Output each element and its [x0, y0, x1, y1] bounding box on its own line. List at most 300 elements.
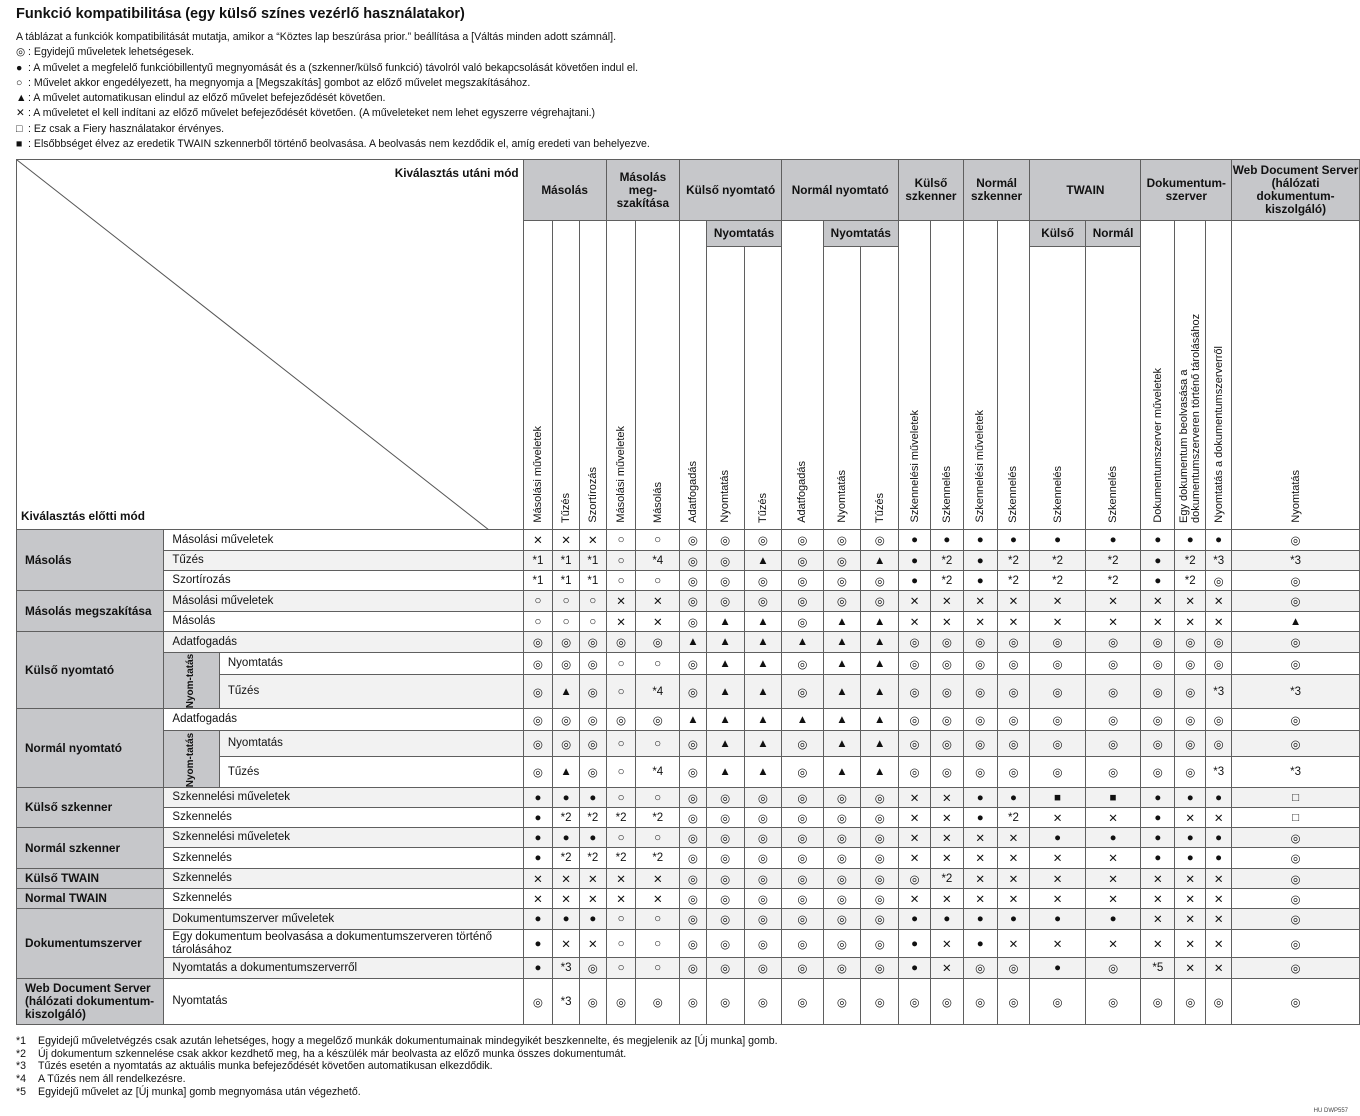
row-group-header: Külső nyomtató [17, 632, 164, 709]
table-cell: ✕ [899, 788, 931, 808]
table-cell: ▲ [823, 709, 861, 731]
column-header [997, 221, 1030, 530]
legend-item [16, 91, 650, 106]
table-cell: ✕ [963, 828, 997, 848]
table-cell: ✕ [1206, 869, 1232, 889]
table-cell: ◎ [997, 632, 1030, 653]
column-header [1206, 221, 1232, 530]
table-cell: ◎ [744, 808, 782, 828]
table-cell: *2 [553, 848, 580, 869]
table-cell: ◎ [1085, 979, 1141, 1025]
table-cell: ○ [606, 757, 636, 788]
table-cell: ○ [579, 591, 606, 612]
column-header-label: Másolás [651, 482, 664, 523]
table-cell: ◎ [823, 930, 861, 958]
legend-item [16, 76, 650, 91]
table-cell: ◎ [680, 757, 707, 788]
table-cell: ✕ [579, 930, 606, 958]
table-cell: *2 [636, 848, 680, 869]
table-cell: ◎ [782, 828, 823, 848]
column-header-label: Másolási műveletek [615, 426, 628, 523]
table-cell: ■ [1085, 788, 1141, 808]
row-label: Nyomtatás [164, 979, 523, 1025]
table-cell: ◎ [606, 979, 636, 1025]
table-cell: ◎ [1232, 709, 1360, 731]
table-cell: ◎ [899, 731, 931, 757]
table-cell: ◎ [1141, 979, 1175, 1025]
compatibility-table [16, 159, 1360, 1025]
row-label: Szkennelési műveletek [164, 788, 523, 808]
table-cell: ✕ [636, 612, 680, 632]
table-cell: ● [997, 909, 1030, 930]
table-cell: ✕ [1030, 591, 1085, 612]
table-cell: ◎ [1141, 709, 1175, 731]
table-cell: ✕ [1030, 930, 1085, 958]
row-group-header: Web Document Server (hálózati dokumentum-kiszolgáló) [17, 979, 164, 1025]
table-cell: ◎ [1232, 731, 1360, 757]
table-cell: ◎ [1232, 591, 1360, 612]
table-cell: ◎ [861, 848, 899, 869]
table-cell: ◎ [706, 571, 744, 591]
table-cell: ◎ [680, 889, 707, 909]
table-cell: ○ [636, 828, 680, 848]
row-label: Nyomtatás a dokumentumszerverről [164, 958, 523, 979]
footnote [16, 1035, 778, 1048]
table-cell: ✕ [899, 612, 931, 632]
table-cell: ● [963, 551, 997, 571]
table-cell: ◎ [1232, 889, 1360, 909]
table-cell: ✕ [1085, 869, 1141, 889]
table-cell: *2 [1175, 551, 1206, 571]
column-group-header: Normál nyomtató [782, 160, 899, 221]
table-cell: ■ [1030, 788, 1085, 808]
table-cell: ◎ [579, 958, 606, 979]
table-cell: *3 [1206, 551, 1232, 571]
table-cell: ● [1030, 828, 1085, 848]
table-cell: ◎ [706, 808, 744, 828]
table-cell: ◎ [680, 591, 707, 612]
table-cell: ✕ [899, 848, 931, 869]
table-cell: *2 [606, 848, 636, 869]
table-cell: ● [523, 788, 553, 808]
row-label: Másolási műveletek [164, 591, 523, 612]
table-cell: ● [899, 930, 931, 958]
table-cell: ✕ [1085, 848, 1141, 869]
column-header-label: Dokumentumszerver műveletek [1151, 368, 1164, 523]
table-cell: ✕ [1175, 591, 1206, 612]
column-header-label: Nyomtatás [719, 470, 732, 523]
table-cell: ✕ [523, 869, 553, 889]
table-cell: ▲ [744, 709, 782, 731]
legend-text: : Művelet akkor engedélyezett, ha megnyomja a [Megszakítás] gombot az előző művelet megszakításához. [28, 76, 531, 89]
table-cell: ◎ [706, 889, 744, 909]
table-cell: ● [963, 571, 997, 591]
table-cell: ◎ [1232, 869, 1360, 889]
column-header [553, 221, 580, 530]
footnote-mark: *5 [16, 1085, 27, 1098]
table-cell: ◎ [680, 675, 707, 709]
column-header-label: Egy dokumentum beolvasása a dokumentumszerveren történő tárolásához [1178, 313, 1203, 523]
table-cell: ◎ [1206, 653, 1232, 675]
table-cell: ◎ [1030, 731, 1085, 757]
column-subgroup-header: Nyomtatás [823, 221, 899, 247]
legend-item [16, 45, 650, 60]
table-cell: ✕ [963, 612, 997, 632]
table-cell: ◎ [782, 979, 823, 1025]
table-cell: ▲ [861, 709, 899, 731]
column-header [823, 247, 861, 530]
table-cell: ◎ [899, 675, 931, 709]
table-cell: *3 [553, 958, 580, 979]
table-cell: *2 [1175, 571, 1206, 591]
row-subgroup-label: Nyom-tatás [185, 653, 197, 709]
legend-text: : A művelet automatikusan elindul az előző művelet befejeződését követően. [28, 92, 386, 105]
table-cell: ▲ [861, 632, 899, 653]
table-cell: ◎ [861, 958, 899, 979]
table-cell: ◎ [606, 632, 636, 653]
table-cell: ▲ [706, 612, 744, 632]
table-cell: ◎ [823, 591, 861, 612]
table-cell: ◎ [523, 757, 553, 788]
table-cell: ◎ [930, 757, 963, 788]
table-cell: ● [930, 909, 963, 930]
table-cell: ◎ [1232, 979, 1360, 1025]
table-cell: ◎ [899, 869, 931, 889]
table-cell: ◎ [680, 808, 707, 828]
table-cell: ○ [523, 612, 553, 632]
table-cell: ◎ [1141, 653, 1175, 675]
legend-text: : Elsőbbséget élvez az eredetik TWAIN szkennerből történő beolvasása. A beolvasás nem kezdődik el, amíg eredeti van behelyezve. [28, 138, 650, 151]
table-cell: ✕ [1175, 869, 1206, 889]
table-cell: ✕ [1085, 612, 1141, 632]
table-cell: ✕ [636, 889, 680, 909]
row-group-header: Külső szkenner [17, 788, 164, 828]
table-cell: ◎ [1085, 958, 1141, 979]
table-cell: ◎ [997, 958, 1030, 979]
table-cell: ● [1206, 530, 1232, 551]
table-cell: *2 [997, 551, 1030, 571]
table-cell: ◎ [1206, 632, 1232, 653]
footnote-mark: *4 [16, 1073, 27, 1086]
table-cell: ◎ [680, 788, 707, 808]
table-cell: ✕ [523, 530, 553, 551]
table-cell: ● [1141, 848, 1175, 869]
table-cell: ● [1141, 808, 1175, 828]
table-cell: ◎ [782, 757, 823, 788]
legend-text: : Ez csak a Fiery használatakor érvényes. [28, 122, 225, 135]
table-cell: ◎ [823, 848, 861, 869]
table-cell: ✕ [1206, 889, 1232, 909]
table-cell: ✕ [1175, 909, 1206, 930]
table-cell: ✕ [579, 889, 606, 909]
table-cell: ✕ [963, 869, 997, 889]
table-cell: ○ [636, 958, 680, 979]
table-cell: ◎ [1085, 731, 1141, 757]
table-cell: ▲ [680, 632, 707, 653]
row-label: Szkennelés [164, 848, 523, 869]
table-cell: ◎ [680, 930, 707, 958]
table-cell: ● [1175, 788, 1206, 808]
column-header [1175, 221, 1206, 530]
table-cell: ● [523, 958, 553, 979]
table-cell: ◎ [579, 709, 606, 731]
table-cell: ● [1141, 551, 1175, 571]
table-cell: ✕ [1175, 612, 1206, 632]
table-cell: ◎ [899, 653, 931, 675]
table-cell: ◎ [744, 930, 782, 958]
table-cell: ◎ [930, 979, 963, 1025]
column-header-label: Nyomtatás a dokumentumszerverről [1212, 346, 1225, 523]
column-header-label: Szkennelés [940, 466, 953, 523]
table-cell: ◎ [1206, 731, 1232, 757]
table-cell: ◎ [782, 889, 823, 909]
table-cell: ◎ [861, 530, 899, 551]
table-cell: ◎ [1085, 653, 1141, 675]
table-cell: ◎ [706, 848, 744, 869]
table-cell: ◎ [782, 909, 823, 930]
table-cell: ✕ [899, 591, 931, 612]
table-cell: ✕ [930, 958, 963, 979]
table-cell: ✕ [899, 828, 931, 848]
table-cell: ✕ [1141, 889, 1175, 909]
column-header [706, 247, 744, 530]
table-cell: ✕ [1030, 612, 1085, 632]
table-cell: ◎ [997, 979, 1030, 1025]
table-cell: ✕ [553, 869, 580, 889]
row-subgroup-header [164, 731, 219, 788]
table-cell: ● [553, 788, 580, 808]
legend-symbol: ■ [16, 138, 23, 151]
table-cell: ● [899, 571, 931, 591]
table-cell: ◎ [963, 675, 997, 709]
table-cell: ○ [523, 591, 553, 612]
table-cell: ◎ [1141, 675, 1175, 709]
table-cell: ◎ [930, 653, 963, 675]
row-label: Szkennelési műveletek [164, 828, 523, 848]
table-cell: ◎ [1085, 675, 1141, 709]
table-cell: ◎ [930, 675, 963, 709]
table-cell: *2 [579, 848, 606, 869]
column-header-label: Szkennelési műveletek [908, 410, 921, 523]
table-cell: *3 [1206, 757, 1232, 788]
legend-symbol: ○ [16, 76, 23, 89]
table-cell: ◎ [523, 632, 553, 653]
table-cell: ● [523, 808, 553, 828]
table-cell: ● [523, 828, 553, 848]
corner-top-label: Kiválasztás utáni mód [394, 166, 519, 180]
column-group-header: Külső szkenner [899, 160, 964, 221]
footnote-mark: *3 [16, 1060, 27, 1073]
table-cell: ○ [553, 612, 580, 632]
table-cell: ✕ [579, 530, 606, 551]
table-cell: ● [963, 530, 997, 551]
table-cell: ◎ [1232, 530, 1360, 551]
table-cell: ◎ [782, 958, 823, 979]
table-cell: ✕ [1030, 808, 1085, 828]
table-cell: ✕ [553, 930, 580, 958]
table-cell: ◎ [1085, 709, 1141, 731]
column-header-label: Adatfogadás [796, 461, 809, 523]
table-cell: ✕ [1085, 808, 1141, 828]
table-cell: ◎ [782, 612, 823, 632]
table-cell: ◎ [782, 788, 823, 808]
table-cell: ◎ [899, 709, 931, 731]
table-cell: ✕ [1141, 612, 1175, 632]
table-cell: ◎ [706, 909, 744, 930]
column-header [930, 221, 963, 530]
table-cell: ✕ [899, 808, 931, 828]
table-cell: ▲ [823, 675, 861, 709]
legend-item [16, 106, 650, 121]
table-cell: *1 [579, 551, 606, 571]
table-cell: ◎ [744, 979, 782, 1025]
table-cell: ◎ [782, 571, 823, 591]
table-cell: ◎ [1085, 757, 1141, 788]
table-cell: ● [899, 530, 931, 551]
table-cell: ◎ [930, 709, 963, 731]
column-header-label: Nyomtatás [1289, 470, 1302, 523]
table-cell: ◎ [1232, 909, 1360, 930]
table-cell: ◎ [1206, 979, 1232, 1025]
table-cell: ✕ [1175, 889, 1206, 909]
table-cell: ◎ [553, 709, 580, 731]
column-group-header: Normál szkenner [963, 160, 1030, 221]
table-cell: ▲ [861, 612, 899, 632]
row-group-header: Külső TWAIN [17, 869, 164, 889]
table-cell: ◎ [523, 731, 553, 757]
table-cell: ◎ [706, 979, 744, 1025]
column-header [680, 221, 707, 530]
table-cell: ▲ [823, 731, 861, 757]
table-cell: *2 [1030, 571, 1085, 591]
table-cell: ▲ [782, 632, 823, 653]
table-cell: ● [963, 788, 997, 808]
table-cell: ◎ [1175, 757, 1206, 788]
column-subgroup-header: Nyomtatás [706, 221, 782, 247]
table-cell: ✕ [1141, 869, 1175, 889]
table-cell: ● [1175, 848, 1206, 869]
table-cell: ● [930, 530, 963, 551]
table-cell: ▲ [706, 632, 744, 653]
table-cell: ◎ [782, 675, 823, 709]
table-cell: ● [1030, 958, 1085, 979]
table-cell: ◎ [997, 675, 1030, 709]
row-label: Tűzés [219, 757, 523, 788]
column-group-header: Külső nyomtató [680, 160, 782, 221]
table-cell: ● [523, 930, 553, 958]
table-cell: *1 [523, 571, 553, 591]
table-cell: ● [553, 909, 580, 930]
table-cell: ◎ [744, 869, 782, 889]
table-cell: ✕ [930, 612, 963, 632]
table-cell: ◎ [997, 731, 1030, 757]
column-header [1232, 221, 1360, 530]
table-cell: ◎ [744, 848, 782, 869]
table-cell: ● [963, 808, 997, 828]
image-code: HU DWP557 [1313, 1108, 1348, 1114]
table-cell: ● [1175, 828, 1206, 848]
table-cell: ✕ [606, 591, 636, 612]
column-header [744, 247, 782, 530]
table-cell: ● [899, 909, 931, 930]
footnotes [16, 1035, 778, 1099]
table-cell: *2 [930, 571, 963, 591]
table-cell: ● [997, 788, 1030, 808]
column-header-label: Szkennelés [1007, 466, 1020, 523]
table-cell: ✕ [930, 930, 963, 958]
table-cell: ◎ [963, 632, 997, 653]
row-label: Dokumentumszerver műveletek [164, 909, 523, 930]
table-cell: ▲ [744, 653, 782, 675]
table-cell: ▲ [706, 675, 744, 709]
table-cell: ◎ [606, 709, 636, 731]
table-cell: ▲ [823, 632, 861, 653]
corner-diagonal [17, 160, 489, 530]
table-cell: ◎ [997, 709, 1030, 731]
column-group-header: Másolás [523, 160, 606, 221]
table-cell: ◎ [1175, 709, 1206, 731]
column-header-label: Tűzés [873, 493, 886, 523]
table-cell: ◎ [963, 958, 997, 979]
table-cell: ○ [553, 591, 580, 612]
table-cell: *1 [553, 551, 580, 571]
legend-text: : Egyidejű műveletek lehetségesek. [28, 46, 195, 59]
table-cell: ✕ [1141, 591, 1175, 612]
table-cell: ◎ [1206, 709, 1232, 731]
table-cell: ✕ [930, 808, 963, 828]
footnote-mark: *2 [16, 1047, 27, 1060]
table-cell: ◎ [782, 530, 823, 551]
column-group-header: Másolás meg-szakítása [606, 160, 679, 221]
table-cell: ○ [606, 828, 636, 848]
table-cell: ◎ [706, 828, 744, 848]
table-cell: ◎ [930, 731, 963, 757]
table-cell: ◎ [706, 869, 744, 889]
table-cell: ◎ [823, 788, 861, 808]
table-cell: ▲ [744, 757, 782, 788]
legend-item [16, 137, 650, 152]
table-cell: ✕ [636, 591, 680, 612]
table-cell: ◎ [930, 632, 963, 653]
table-cell: ◎ [636, 709, 680, 731]
table-cell: *2 [930, 551, 963, 571]
legend [16, 30, 650, 152]
table-cell: ◎ [823, 808, 861, 828]
row-group-header: Másolás megszakítása [17, 591, 164, 632]
table-cell: ◎ [823, 979, 861, 1025]
table-cell: ◎ [553, 731, 580, 757]
table-cell: ● [579, 828, 606, 848]
column-header [899, 221, 931, 530]
table-cell: ○ [606, 653, 636, 675]
column-group-header: Web Document Server (hálózati dokumentum-kiszolgáló) [1232, 160, 1360, 221]
table-cell: ✕ [1141, 909, 1175, 930]
footnote [16, 1060, 778, 1073]
table-cell: ◎ [1030, 979, 1085, 1025]
table-cell: ▲ [823, 757, 861, 788]
legend-symbol: □ [16, 122, 23, 135]
table-cell: ○ [606, 530, 636, 551]
table-cell: *4 [636, 757, 680, 788]
table-cell: ◎ [523, 653, 553, 675]
table-cell: ◎ [744, 788, 782, 808]
table-cell: ● [579, 788, 606, 808]
table-cell: ◎ [823, 909, 861, 930]
legend-item [16, 122, 650, 137]
table-cell: ◎ [823, 828, 861, 848]
table-cell: ● [1085, 828, 1141, 848]
table-cell: ◎ [680, 653, 707, 675]
